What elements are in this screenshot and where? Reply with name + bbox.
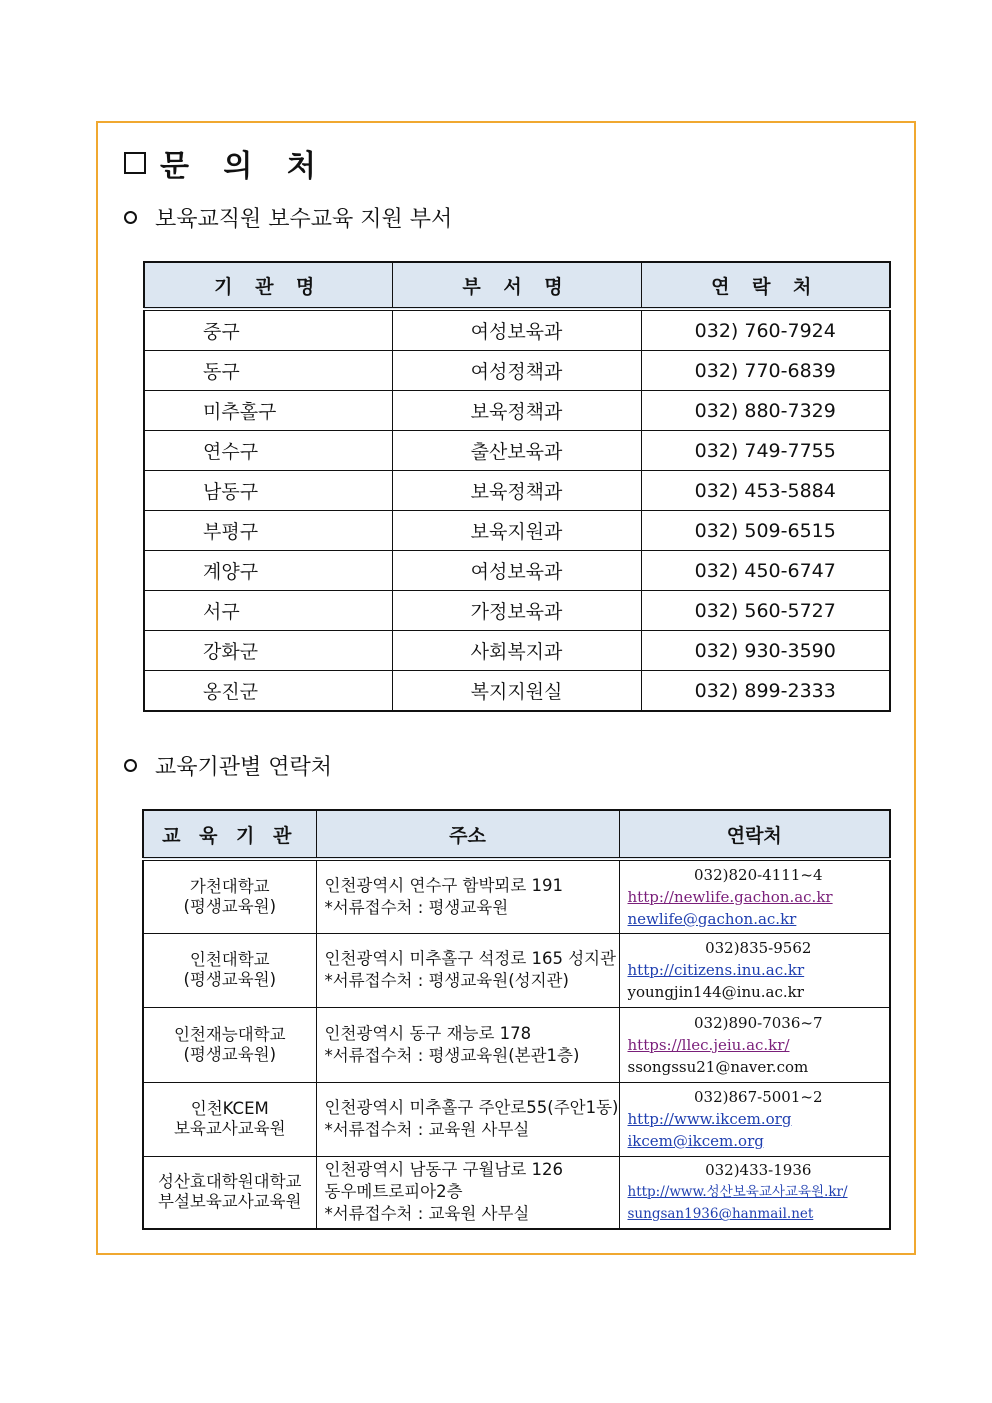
- dept-name: 여성보육과: [392, 309, 641, 351]
- checkbox-square-icon: [124, 152, 146, 174]
- institution-name: [143, 933, 316, 1007]
- table-row: [144, 431, 890, 471]
- address-line2: 동우메트로피아2층: [324, 1182, 463, 1202]
- dept-name: 여성보육과: [392, 551, 641, 591]
- phone-number: 032) 899-2333: [641, 671, 890, 712]
- table-row: [144, 511, 890, 551]
- address: [316, 933, 619, 1007]
- address-line2: *서류접수처 : 평생교육원(성지관): [324, 971, 569, 990]
- table-row: [143, 859, 890, 933]
- dept-name: 보육정책과: [392, 471, 641, 511]
- address: [316, 1007, 619, 1082]
- institution-name-line2: (평생교육원): [183, 896, 277, 916]
- email-link[interactable]: ikcem@ikcem.org: [627, 1132, 764, 1150]
- org-name: 연수구: [144, 431, 392, 471]
- table-row: [144, 631, 890, 671]
- table-row: [143, 933, 890, 1007]
- org-name: 동구: [144, 351, 392, 391]
- table-header-row: [143, 810, 890, 859]
- dept-name: 사회복지과: [392, 631, 641, 671]
- org-name: 남동구: [144, 471, 392, 511]
- header-institution: 교 육 기 관: [143, 810, 316, 859]
- table-row: [144, 391, 890, 431]
- institution-name-line2: 부설보육교사교육원: [158, 1192, 302, 1212]
- phone-number: 032)890-7036~7: [694, 1013, 823, 1032]
- dept-name: 출산보육과: [392, 431, 641, 471]
- page-title: 문 의 처: [124, 145, 328, 181]
- phone-number: 032)433-1936: [705, 1161, 812, 1180]
- institution-name-line2: (평생교육원): [183, 1044, 277, 1064]
- circle-bullet-icon: [124, 211, 137, 224]
- phone-number: 032) 560-5727: [641, 591, 890, 631]
- dept-name: 가정보육과: [392, 591, 641, 631]
- phone-number: 032) 509-6515: [641, 511, 890, 551]
- address-line2: *서류접수처 : 평생교육원: [324, 897, 509, 917]
- table-row: [144, 471, 890, 511]
- phone-number: 032) 760-7924: [641, 309, 890, 351]
- phone-number: 032) 749-7755: [641, 431, 890, 471]
- table-row: [144, 671, 890, 712]
- org-name: 계양구: [144, 551, 392, 591]
- phone-number: 032) 930-3590: [641, 631, 890, 671]
- institution-name-line2: (평생교육원): [183, 970, 277, 989]
- institution-name-line1: 인천재능대학교: [173, 1024, 286, 1044]
- website-link[interactable]: http://citizens.inu.ac.kr: [627, 961, 805, 979]
- phone-number: 032) 453-5884: [641, 471, 890, 511]
- address-line1: 인천광역시 미추홀구 주안로55(주안1동): [324, 1098, 619, 1117]
- circle-bullet-icon: [124, 759, 137, 772]
- institution-name: [143, 1007, 316, 1082]
- website-link[interactable]: http://www.성산보육교사교육원.kr/: [627, 1184, 848, 1201]
- table-row: [143, 1082, 890, 1156]
- phone-number: 032)820-4111~4: [694, 865, 823, 884]
- institution-name-line1: 인천대학교: [189, 950, 270, 969]
- email-link[interactable]: newlife@gachon.ac.kr: [627, 909, 797, 928]
- header-contact: 연락처: [619, 810, 890, 859]
- table-row: [144, 351, 890, 391]
- institution-name-line1: 인천KCEM: [190, 1099, 269, 1118]
- phone-number: 032) 450-6747: [641, 551, 890, 591]
- email-address: ssongssu21@naver.com: [627, 1057, 809, 1076]
- dept-name: 보육정책과: [392, 391, 641, 431]
- email-link[interactable]: sungsan1936@hanmail.net: [627, 1206, 814, 1223]
- phone-number: 032) 770-6839: [641, 351, 890, 391]
- institution-name: [143, 859, 316, 933]
- dept-name: 여성정책과: [392, 351, 641, 391]
- department-table: [143, 261, 891, 712]
- header-address: 주소: [316, 810, 619, 859]
- website-link[interactable]: http://www.ikcem.org: [627, 1110, 792, 1128]
- address-line2: *서류접수처 : 교육원 사무실: [324, 1120, 530, 1139]
- table-row: [143, 1156, 890, 1229]
- address: [316, 859, 619, 933]
- table-row: [144, 551, 890, 591]
- table-row: [144, 591, 890, 631]
- address-line1: 인천광역시 동구 재능로 178: [324, 1023, 532, 1043]
- org-name: 중구: [144, 309, 392, 351]
- phone-number: 032) 880-7329: [641, 391, 890, 431]
- email-address: youngjin144@inu.ac.kr: [627, 983, 804, 1001]
- contact-info: [619, 1082, 890, 1156]
- contact-info: [619, 933, 890, 1007]
- phone-number: 032)867-5001~2: [694, 1088, 823, 1106]
- address: [316, 1156, 619, 1229]
- org-name: 미추홀구: [144, 391, 392, 431]
- section-heading-institutions: 교육기관별 연락처: [124, 750, 332, 780]
- header-tel: 연 락 처: [641, 262, 890, 309]
- contact-info: [619, 1007, 890, 1082]
- table-row: [143, 1007, 890, 1082]
- website-link[interactable]: https://llec.jeiu.ac.kr/: [627, 1035, 790, 1054]
- header-org: 기 관 명: [144, 262, 392, 309]
- address-line1: 인천광역시 남동구 구월남로 126: [324, 1160, 563, 1180]
- website-link[interactable]: http://newlife.gachon.ac.kr: [627, 887, 833, 906]
- address-line1: 인천광역시 연수구 함박뫼로 191: [324, 875, 563, 895]
- contact-info: [619, 1156, 890, 1229]
- table-row: [144, 309, 890, 351]
- address-line2: *서류접수처 : 평생교육원(본관1층): [324, 1045, 580, 1065]
- institution-table: [142, 809, 891, 1230]
- address: [316, 1082, 619, 1156]
- org-name: 강화군: [144, 631, 392, 671]
- org-name: 서구: [144, 591, 392, 631]
- org-name: 옹진군: [144, 671, 392, 712]
- institution-name: [143, 1156, 316, 1229]
- table-header-row: [144, 262, 890, 309]
- section-heading-departments: 보육교직원 보수교육 지원 부서: [124, 202, 452, 232]
- institution-name-line2: 보육교사교육원: [173, 1119, 286, 1138]
- dept-name: 보육지원과: [392, 511, 641, 551]
- institution-name: [143, 1082, 316, 1156]
- contact-info: [619, 859, 890, 933]
- org-name: 부평구: [144, 511, 392, 551]
- header-dept: 부 서 명: [392, 262, 641, 309]
- institution-name-line1: 가천대학교: [189, 876, 270, 896]
- address-line3: *서류접수처 : 교육원 사무실: [324, 1204, 530, 1224]
- address-line1: 인천광역시 미추홀구 석정로 165 성지관: [324, 949, 617, 968]
- institution-name-line1: 성산효대학원대학교: [158, 1172, 302, 1192]
- dept-name: 복지지원실: [392, 671, 641, 712]
- phone-number: 032)835-9562: [705, 939, 812, 957]
